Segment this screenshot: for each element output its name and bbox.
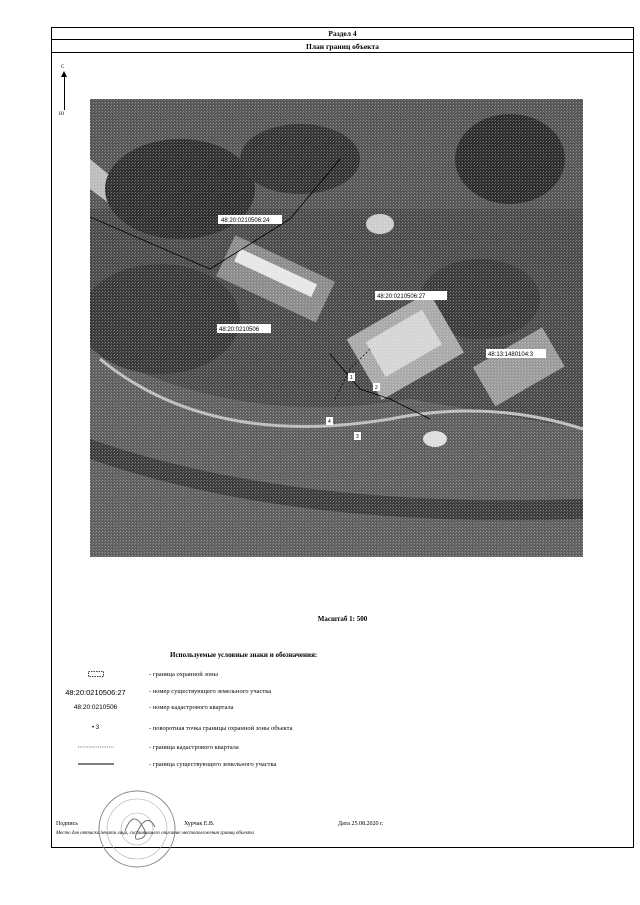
legend-item: - номер существующего земельного участка	[149, 688, 272, 695]
turning-point-1	[348, 373, 355, 381]
quarter-boundary-symbol	[58, 744, 133, 751]
signature-label: Подпись	[56, 821, 79, 827]
turning-point-3	[354, 432, 361, 440]
turning-point-4	[326, 417, 333, 425]
parcel-number: 48:20:0210506:27	[377, 294, 426, 300]
parcel-label-2	[375, 291, 447, 300]
compass-south-label: Ю	[59, 112, 65, 117]
section-header: Раздел 4	[52, 28, 633, 40]
compass-north-label: С	[61, 65, 65, 70]
turning-point-symbol: • 3	[91, 725, 100, 731]
document-date: Дата 25.08.2020 г.	[338, 821, 384, 827]
parcel-number: 48:13:1480104:3	[488, 352, 534, 358]
legend-item: - номер кадастрового квартала	[149, 704, 234, 711]
signature-icon	[125, 819, 155, 839]
document-sheet	[51, 27, 634, 848]
north-arrow-icon	[59, 65, 71, 119]
compass-line	[64, 75, 65, 110]
page-title: План границ объекта	[52, 40, 633, 53]
quarter-number: 48:20:0210506	[219, 327, 260, 333]
parcel-label-3	[486, 349, 546, 358]
point-number: 1	[350, 375, 353, 381]
aerial-map	[90, 99, 583, 557]
parcel-number: 48:20:0210506:24	[221, 218, 270, 224]
point-number: 4	[328, 419, 331, 425]
aerial-photo	[90, 99, 583, 557]
quarter-number-symbol: 48:20:0210506	[73, 704, 118, 711]
legend-title: Используемые условные знаки и обозначения:	[170, 651, 318, 659]
quarter-label	[217, 324, 271, 333]
legend-item: - граница кадастрового квартала	[149, 744, 239, 751]
signer-name: Хурчак Е.В.	[184, 821, 215, 827]
map-scale: Масштаб 1: 500	[317, 615, 368, 623]
point-number: 2	[375, 385, 378, 391]
turning-point-2	[373, 383, 380, 391]
parcel-boundary-symbol	[58, 761, 133, 768]
stamp-place-note: Место для оттиска печати лица, составившего описание местоположения границ объекта	[56, 831, 255, 836]
legend-item: - граница охранной зоны	[149, 671, 218, 678]
point-number: 3	[356, 434, 359, 440]
legend-item: - поворотная точка границы охранной зоны объекта	[149, 725, 293, 732]
seal-stamp	[95, 787, 179, 871]
parcel-label-1	[218, 215, 282, 224]
parcel-number-symbol: 48:20:0210506:27	[65, 688, 126, 697]
protection-zone-symbol	[58, 671, 133, 678]
legend-item: - граница существующего земельного участка	[149, 761, 277, 768]
